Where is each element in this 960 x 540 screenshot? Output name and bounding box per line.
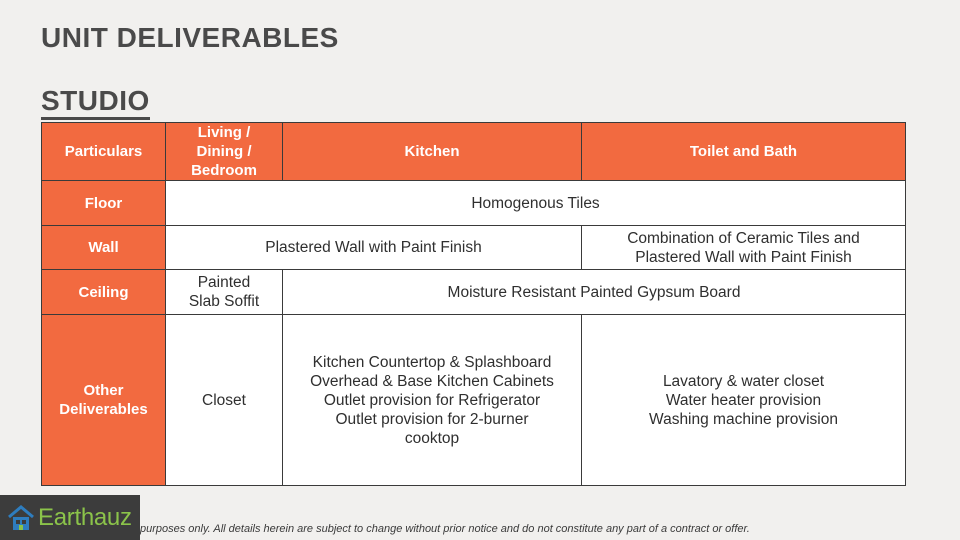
deliverables-table (41, 122, 906, 486)
other-kitchen-value: Kitchen Countertop & Splashboard Overhead & Base Kitchen Cabinets Outlet provision for Refrigerator Outlet provision for 2-burner cooktop (283, 315, 582, 486)
unit-type-heading: STUDIO (41, 86, 150, 120)
row-label-wall: Wall (42, 226, 166, 270)
logo-wordmark: Earthauz (38, 503, 132, 531)
header-kitchen: Kitchen (283, 123, 582, 181)
earthauz-logo (0, 495, 140, 540)
ceiling-living-value: Painted Slab Soffit (166, 270, 283, 315)
ceiling-rest-value: Moisture Resistant Painted Gypsum Board (283, 270, 906, 315)
page-title: UNIT DELIVERABLES (41, 22, 339, 53)
row-label-floor: Floor (42, 181, 166, 226)
table-row-floor (42, 181, 906, 226)
table-row-other (42, 315, 906, 486)
row-label-other-deliverables: Other Deliverables (42, 315, 166, 486)
other-toilet-value: Lavatory & water closet Water heater provision Washing machine provision (582, 315, 906, 486)
table-row-wall (42, 226, 906, 270)
wall-toilet-value: Combination of Ceramic Tiles and Plastered Wall with Paint Finish (582, 226, 906, 270)
header-living-dining-bedroom: Living / Dining / Bedroom (166, 123, 283, 181)
table-header-row (42, 123, 906, 181)
house-icon (6, 503, 36, 533)
header-toilet-bath: Toilet and Bath (582, 123, 906, 181)
floor-value: Homogenous Tiles (166, 181, 906, 226)
header-particulars: Particulars (42, 123, 166, 181)
wall-main-value: Plastered Wall with Paint Finish (166, 226, 582, 270)
row-label-ceiling: Ceiling (42, 270, 166, 315)
disclaimer-text: purposes only. All details herein are subject to change without prior notice and do not constitute any part of a contract or offer. (140, 523, 750, 535)
table-row-ceiling (42, 270, 906, 315)
other-living-value: Closet (166, 315, 283, 486)
